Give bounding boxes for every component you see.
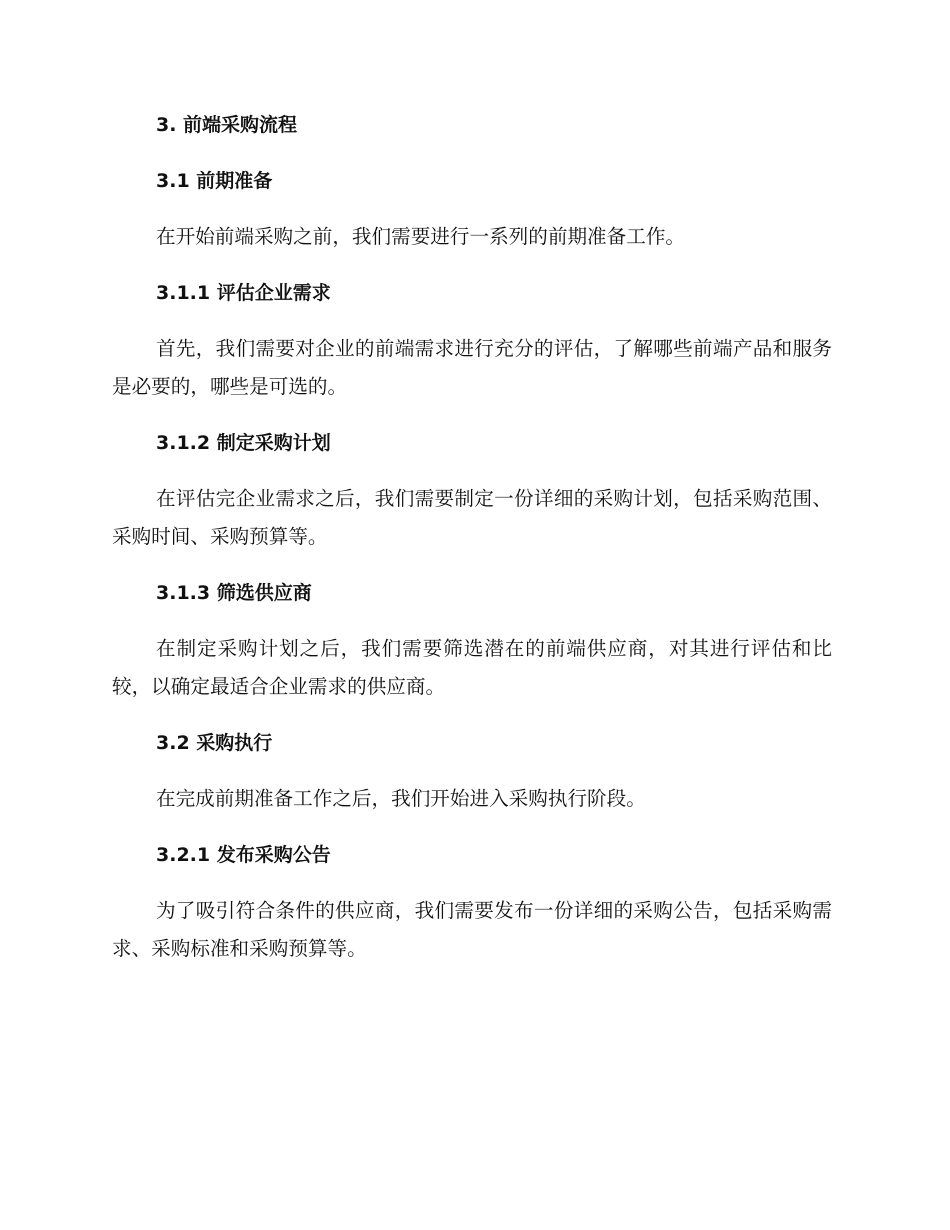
document-body	[112, 106, 832, 986]
paragraph: 首先，我们需要对企业的前端需求进行充分的评估，了解哪些前端产品和服务是必要的，哪些是可选的。	[112, 337, 832, 398]
paragraph: 为了吸引符合条件的供应商，我们需要发布一份详细的采购公告，包括采购需求、采购标准和采购预算等。	[112, 899, 832, 960]
subsection-heading: 3.2 采购执行	[156, 732, 273, 754]
paragraph: 在评估完企业需求之后，我们需要制定一份详细的采购计划，包括采购范围、采购时间、采购预算等。	[112, 487, 832, 548]
subsubsection-heading: 3.2.1 发布采购公告	[156, 844, 331, 866]
subsubsection-heading: 3.1.2 制定采购计划	[156, 432, 331, 454]
paragraph: 在完成前期准备工作之后，我们开始进入采购执行阶段。	[156, 787, 646, 810]
section-heading: 3. 前端采购流程	[156, 114, 298, 136]
subsubsection-heading: 3.1.3 筛选供应商	[156, 582, 312, 604]
paragraph: 在开始前端采购之前，我们需要进行一系列的前期准备工作。	[156, 225, 686, 248]
paragraph: 在制定采购计划之后，我们需要筛选潜在的前端供应商，对其进行评估和比较，以确定最适合企业需求的供应商。	[112, 637, 832, 698]
subsection-heading: 3.1 前期准备	[156, 170, 273, 192]
subsubsection-heading: 3.1.1 评估企业需求	[156, 282, 331, 304]
